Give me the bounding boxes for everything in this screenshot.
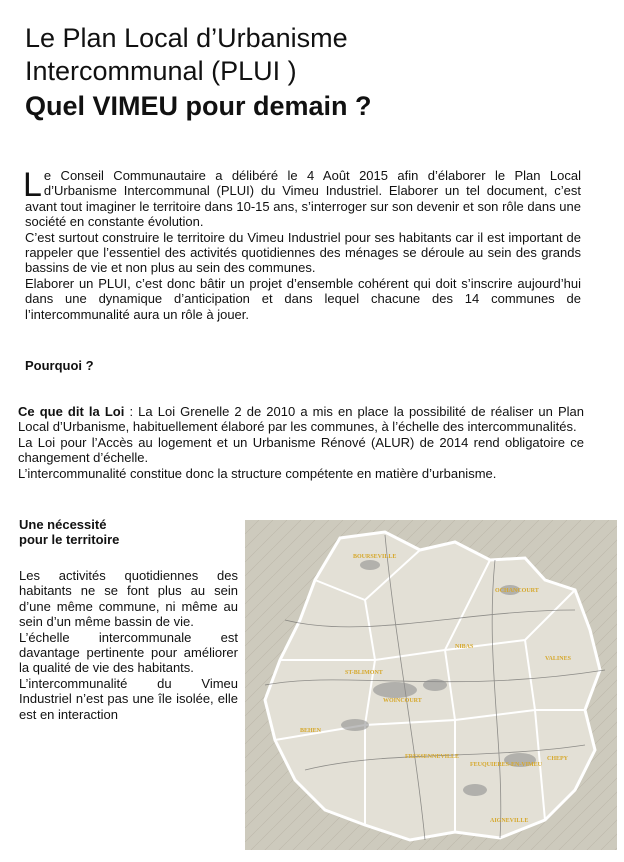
section-heading-necessite xyxy=(19,517,119,547)
title-line-1: Le Plan Local d’Urbanisme xyxy=(25,23,348,53)
section-heading-pourquoi: Pourquoi ? xyxy=(25,358,94,373)
loi-paragraph-3: L’intercommunalité constitue donc la structure compétente en matière d’urbanisme. xyxy=(18,465,497,481)
loi-paragraph-2: La Loi pour l’Accès au logement et un Urbanisme Rénové (ALUR) de 2014 rend obligatoire ce changement d’échelle. xyxy=(18,434,584,466)
page-subtitle: Quel VIMEU pour demain ? xyxy=(25,91,372,121)
map-label-woincourt: WOINCOURT xyxy=(383,698,422,704)
map-label-nibas: NIBAS xyxy=(455,644,474,650)
loi-text-1: : La Loi Grenelle 2 de 2010 a mis en place la possibilité de réaliser un Plan Local d’Urbanisme, habituellement élaboré par les communes, à l’échelle des intercommunalités. xyxy=(18,404,584,435)
loi-paragraph-1 xyxy=(18,404,584,435)
territory-map-image xyxy=(245,520,617,850)
necessite-section xyxy=(19,568,238,722)
necessite-paragraph-2: L’échelle intercommunale est davantage pertinente pour améliorer la qualité de vie des habitants. xyxy=(19,629,238,676)
map-label-feuquieres: FEUQUIERES-EN-VIMEU xyxy=(470,762,543,768)
map-label-ochancourt: OCHANCOURT xyxy=(495,588,539,594)
loi-label: Ce que dit la Loi xyxy=(18,404,125,419)
intro-section xyxy=(25,168,581,322)
intro-paragraph-2: C’est surtout construire le territoire du Vimeu Industriel pour ses habitants car il est important de rappeler que l’essentiel des activités quotidiennes des ménages se déroule au sein des grands bassins de vie et non plus au sein des communes. xyxy=(25,229,581,276)
map-label-bourseville: BOURSEVILLE xyxy=(353,554,397,560)
map-label-valines: VALINES xyxy=(545,656,571,662)
intro-paragraph-3: Elaborer un PLUI, c’est donc bâtir un projet d’ensemble cohérent qui doit s’inscrire aujourd’hui dans une dynamique d’anticipation et dans lequel chacune des 14 communes de l’intercommunalité aura un rôle à jouer. xyxy=(25,275,581,322)
title-line-2: Intercommunal (PLUI ) xyxy=(25,56,297,86)
page-title xyxy=(25,22,348,88)
drop-cap: L xyxy=(23,166,42,204)
necessite-title-line-2: pour le territoire xyxy=(19,532,120,547)
necessite-paragraph-3: L’intercommunalité du Vimeu Industriel n’est pas une île isolée, elle est en interaction xyxy=(19,675,238,722)
map-label-st-blimont: ST-BLIMONT xyxy=(345,670,383,676)
map-label-behen: BEHEN xyxy=(300,728,322,734)
map-label-chepy: CHEPY xyxy=(547,756,568,762)
intro-text-1: e Conseil Communautaire a délibéré le 4 Août 2015 afin d’élaborer le Plan Local d’Urbanisme Intercommunal (PLUI) du Vimeu Industriel. Elaborer un tel document, c’est avant tout imaginer le territoire dans 10-15 ans, s’interroger sur son devenir et son rôle dans une société en constante évolution. xyxy=(25,168,581,230)
necessite-paragraph-1: Les activités quotidiennes des habitants ne se font plus au sein d’une même commune, ni même au sein d’un même bassin de vie. xyxy=(19,568,238,630)
intro-paragraph-1 xyxy=(25,168,581,230)
map-label-fressenneville: FRESSENNEVILLE xyxy=(405,754,460,760)
necessite-title-line-1: Une nécessité xyxy=(19,517,107,532)
loi-section xyxy=(18,404,584,481)
map-label-aigneville: AIGNEVILLE xyxy=(490,818,529,824)
territory-map xyxy=(245,520,617,850)
